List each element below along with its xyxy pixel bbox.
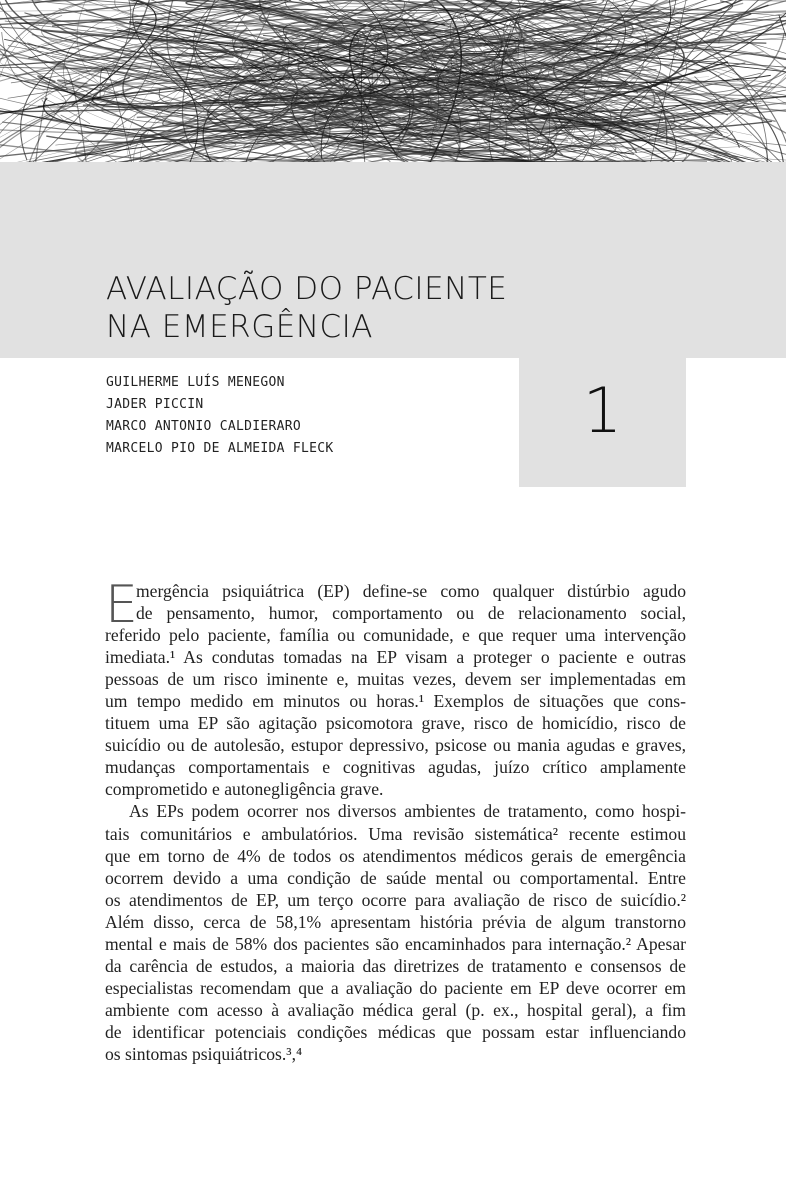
chapter-number-box bbox=[519, 358, 686, 487]
author-list bbox=[106, 372, 334, 460]
text-line: especialistas recomendam que a avaliação do paciente em EP deve ocorrer em bbox=[105, 977, 686, 998]
text-line: ambiente com acesso à avaliação médica geral (p. ex., hospital geral), a fim bbox=[105, 999, 686, 1020]
paragraph-1 bbox=[105, 575, 686, 800]
text-line: mental e mais de 58% dos pacientes são encaminhados para internação.² Apesar bbox=[105, 933, 686, 954]
text-line: que em torno de 4% de todos os atendimentos médicos gerais de emergência bbox=[105, 845, 686, 866]
text-line: ocorrem devido a uma condição de saúde mental ou comportamental. Entre bbox=[105, 867, 686, 888]
paragraph-2 bbox=[105, 800, 686, 1065]
text-line: imediata.¹ As condutas tomadas na EP visam a proteger o paciente e outras bbox=[105, 647, 686, 668]
author: JADER PICCIN bbox=[106, 397, 204, 412]
chapter-title-line: AVALIAÇÃO DO PACIENTE bbox=[106, 271, 508, 307]
text-line: mergência psiquiátrica (EP) define-se como qualquer distúrbio agudo bbox=[136, 581, 686, 601]
chapter-number: 1 bbox=[582, 374, 623, 447]
text-line: As EPs podem ocorrer nos diversos ambientes de tratamento, como hospi- bbox=[129, 801, 686, 822]
chapter-title bbox=[106, 270, 507, 346]
author: MARCO ANTONIO CALDIERARO bbox=[106, 419, 302, 434]
text-line: da carência de estudos, a maioria das diretrizes de tratamento e consensos de bbox=[105, 955, 686, 976]
text-line: referido pelo paciente, família ou comunidade, e que requer uma intervenção bbox=[105, 625, 686, 646]
text-line: suicídio ou de autolesão, estupor depressivo, psicose ou mania agudas e graves, bbox=[105, 735, 686, 756]
text-line: pessoas de um risco iminente e, muitas vezes, devem ser implementadas em bbox=[105, 669, 686, 690]
scribble-header-art bbox=[0, 0, 786, 162]
text-line: Além disso, cerca de 58,1% apresentam história prévia de algum transtorno bbox=[105, 911, 686, 932]
author: MARCELO PIO DE ALMEIDA FLECK bbox=[106, 441, 334, 456]
text-line: um tempo medido em minutos ou horas.¹ Exemplos de situações que cons- bbox=[105, 691, 686, 712]
text-line: tituem uma EP são agitação psicomotora grave, risco de homicídio, risco de bbox=[105, 713, 686, 734]
text-line: os atendimentos de EP, um terço ocorre para avaliação de risco de suicídio.² bbox=[105, 889, 686, 910]
text-line: tais comunitários e ambulatórios. Uma revisão sistemática² recente estimou bbox=[105, 823, 686, 844]
text-line: comprometido e autonegligência grave. bbox=[105, 779, 384, 800]
text-line: mudanças comportamentais e cognitivas agudas, juízo crítico amplamente bbox=[105, 757, 686, 778]
text-line: os sintomas psiquiátricos.³,⁴ bbox=[105, 1043, 303, 1064]
body-text bbox=[105, 575, 686, 1065]
text-line: de pensamento, humor, comportamento ou de relacionamento social, bbox=[136, 603, 686, 624]
author: GUILHERME LUÍS MENEGON bbox=[106, 375, 285, 390]
drop-cap: E bbox=[105, 575, 138, 635]
chapter-title-line: NA EMERGÊNCIA bbox=[106, 309, 374, 345]
text-line: de identificar potenciais condições médicas que possam estar influenciando bbox=[105, 1021, 686, 1042]
